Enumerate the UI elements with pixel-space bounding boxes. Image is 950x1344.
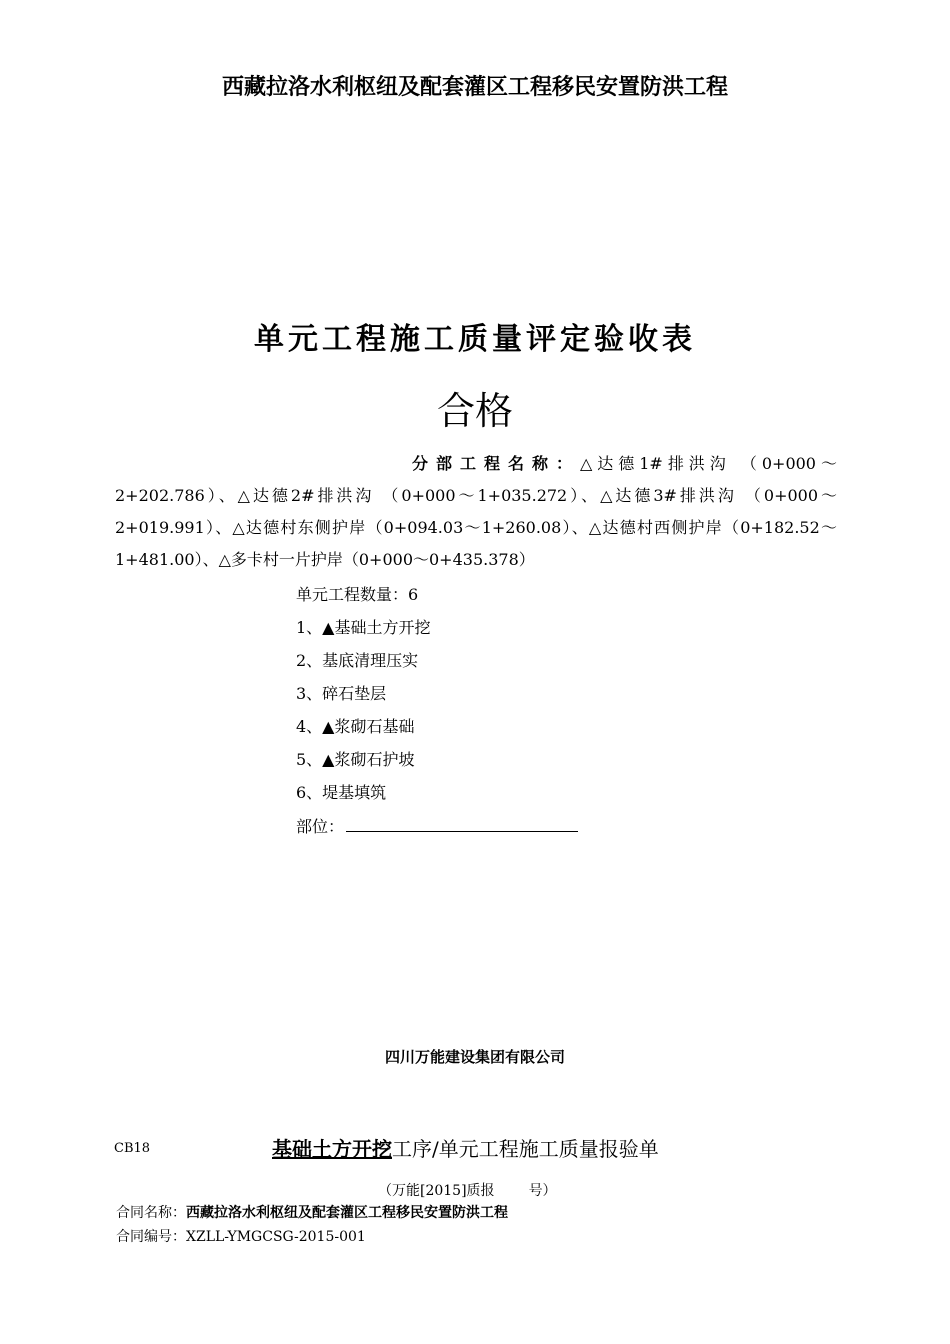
contract-name-value: 西藏拉洛水利枢纽及配套灌区工程移民安置防洪工程 <box>186 1205 508 1221</box>
unit-item: 2、基底清理压实 <box>296 651 419 670</box>
company-name: 四川万能建设集团有限公司 <box>384 1048 565 1066</box>
location-row <box>296 809 578 842</box>
process-name: 基础土方开挖 <box>272 1137 392 1161</box>
unit-item: 4、▲浆砌石基础 <box>296 717 415 736</box>
unit-item: 3、碎石垫层 <box>296 684 387 703</box>
division-label: 分部工程名称： <box>412 454 580 473</box>
form-title: 单元工程施工质量评定验收表 <box>254 322 696 357</box>
quality-grade: 合格 <box>436 389 513 433</box>
contract-number-row <box>116 1226 366 1246</box>
unit-item: 5、▲浆砌石护坡 <box>296 750 415 769</box>
unit-count-row <box>296 578 578 611</box>
project-title: 西藏拉洛水利枢纽及配套灌区工程移民安置防洪工程 <box>221 75 728 100</box>
unit-item: 6、堤基填筑 <box>296 783 387 802</box>
report-number-prefix: （万能[2015]质报 <box>378 1183 495 1199</box>
contract-number-value: XZLL-YMGCSG-2015-001 <box>186 1229 366 1245</box>
location-blank-line <box>346 809 578 832</box>
contract-name-row <box>116 1202 508 1222</box>
unit-count-value: 6 <box>408 585 419 604</box>
unit-count-label: 单元工程数量： <box>296 585 409 604</box>
division-project-block <box>115 448 837 576</box>
location-label: 部位： <box>296 817 345 836</box>
unit-item: 1、▲基础土方开挖 <box>296 618 431 637</box>
report-number-suffix: 号） <box>528 1183 557 1199</box>
report-title-rest: 工序/单元工程施工质量报验单 <box>392 1137 659 1161</box>
contract-number-label: 合同编号： <box>116 1229 186 1245</box>
division-value: △达德1#排洪沟 （0+000～2+202.786）、△达德2#排洪沟 （0+000～1+035.272）、△达德3#排洪沟 （0+000～2+019.991）、△达德村东侧护岸（0+094.03～1+260.08）、△达德村西侧护岸（0+182.52～1+481.00）、△多卡村一片护岸（0+000～0+435.378） <box>115 454 837 569</box>
form-code: CB18 <box>114 1141 151 1156</box>
contract-name-label: 合同名称： <box>116 1205 186 1221</box>
unit-list <box>296 578 578 842</box>
report-title <box>272 1133 659 1162</box>
report-number <box>378 1180 557 1200</box>
